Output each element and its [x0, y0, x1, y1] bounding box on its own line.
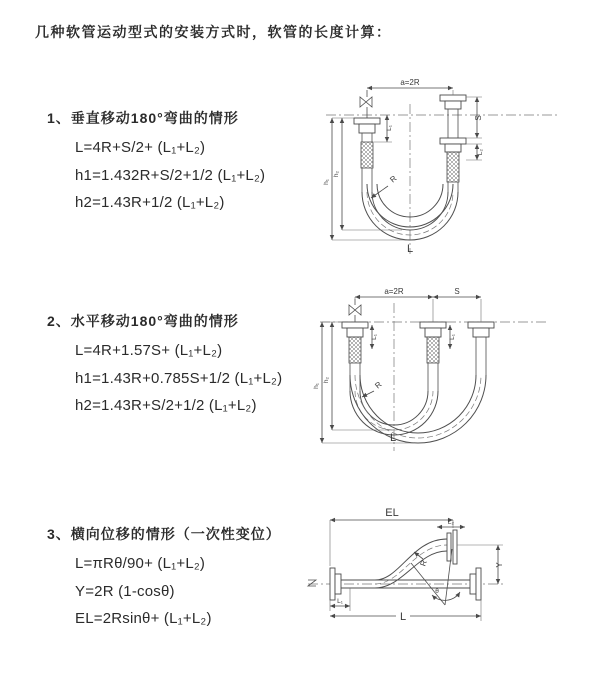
- section-heading: 3、横向位移的情形（一次性变位）: [47, 526, 281, 542]
- radius-callout: [371, 174, 399, 198]
- diagram-horizontal-180-bend: [308, 283, 590, 460]
- dimension-stroke-s: [466, 97, 483, 138]
- dimension-stroke-s: [433, 287, 481, 322]
- dim-label-l: L: [399, 611, 407, 623]
- section-vertical-movement: [47, 108, 337, 217]
- dim-label-h1: h₁: [313, 383, 320, 389]
- formula-h1: h1=1.432R+S/2+1/2 (L₁+L₂): [75, 166, 266, 184]
- formula-h2: h2=1.43R+1/2 (L₁+L₂): [75, 194, 225, 211]
- right-pipe-fitting: [440, 95, 466, 192]
- formula-el: EL=2Rsinθ+ (L₁+L₂): [75, 610, 212, 627]
- dim-label-l2: L₂: [447, 519, 455, 526]
- hose-u-curves: [350, 375, 486, 443]
- braid-section: [427, 337, 439, 363]
- radius-callout: [362, 380, 384, 397]
- diagram-lateral-displacement: [298, 503, 598, 655]
- left-flange: [330, 568, 341, 600]
- dim-label-l1: L₁: [449, 334, 456, 340]
- dim-label-y: Y: [495, 562, 504, 568]
- dim-label-s: S: [454, 287, 460, 296]
- right-pipe-fitting: [468, 322, 494, 375]
- radius-label: R: [373, 379, 384, 391]
- left-pipe-fitting: [354, 118, 380, 192]
- formula-offset: Y=2R (1-cosθ): [75, 582, 175, 600]
- dim-label-span: a=2R: [400, 78, 420, 87]
- section-horizontal-movement: [47, 311, 337, 420]
- dim-label-el: EL: [385, 507, 399, 519]
- dimension-l1-middle: [449, 325, 456, 349]
- length-label: L: [389, 432, 397, 444]
- valve-icon: [360, 90, 372, 118]
- dimension-span-2r: [367, 78, 453, 95]
- section-heading: 1、垂直移动180°弯曲的情形: [47, 110, 239, 126]
- dim-label-h2: h₂: [333, 170, 340, 178]
- formula-length: L=4R+1.57S+ (L₁+L₂): [75, 342, 223, 359]
- angle-label: θ: [435, 588, 439, 595]
- formula-h2: h2=1.43R+S/2+1/2 (L₁+L₂): [75, 397, 257, 414]
- right-flange: [470, 568, 481, 600]
- dim-label-h2: h₂: [323, 376, 330, 384]
- formula-h1: h1=1.43R+0.785S+1/2 (L₁+L₂): [75, 369, 283, 387]
- formula-list: [75, 134, 337, 217]
- dimension-l: [330, 600, 481, 623]
- braid-section: [361, 142, 373, 168]
- upper-right-flange: [447, 530, 457, 564]
- diagram-vertical-180-bend: [308, 74, 586, 258]
- dim-label-l1: L₁: [386, 125, 393, 131]
- radius-label: R: [418, 558, 429, 568]
- valve-icon: [349, 299, 361, 322]
- braid-section: [349, 337, 361, 363]
- braid-section: [447, 152, 459, 182]
- formula-list: [75, 337, 337, 420]
- break-symbol: [308, 580, 316, 586]
- dimension-el: [330, 507, 453, 566]
- dim-label-l1: L₁: [337, 598, 343, 605]
- length-label: L: [406, 243, 414, 255]
- section-lateral-displacement: [47, 524, 337, 633]
- radius-label: R: [388, 173, 399, 185]
- dim-label-span: a=2R: [384, 287, 404, 296]
- dim-label-l1: L₁: [371, 334, 378, 340]
- dim-label-l2: L₂: [477, 148, 484, 156]
- formula-length: L=4R+S/2+ (L₁+L₂): [75, 139, 206, 156]
- formula-length: L=πRθ/90+ (L₁+L₂): [75, 555, 206, 572]
- dim-label-s: S: [474, 115, 483, 121]
- section-heading: 2、水平移动180°弯曲的情形: [47, 313, 239, 329]
- page-title: 几种软管运动型式的安装方式时，软管的长度计算：: [35, 24, 392, 40]
- middle-pipe-fitting: [420, 322, 446, 391]
- dimension-l1-left: [371, 325, 378, 349]
- dimension-l2: [466, 144, 484, 160]
- dim-label-h1: h₁: [323, 179, 330, 185]
